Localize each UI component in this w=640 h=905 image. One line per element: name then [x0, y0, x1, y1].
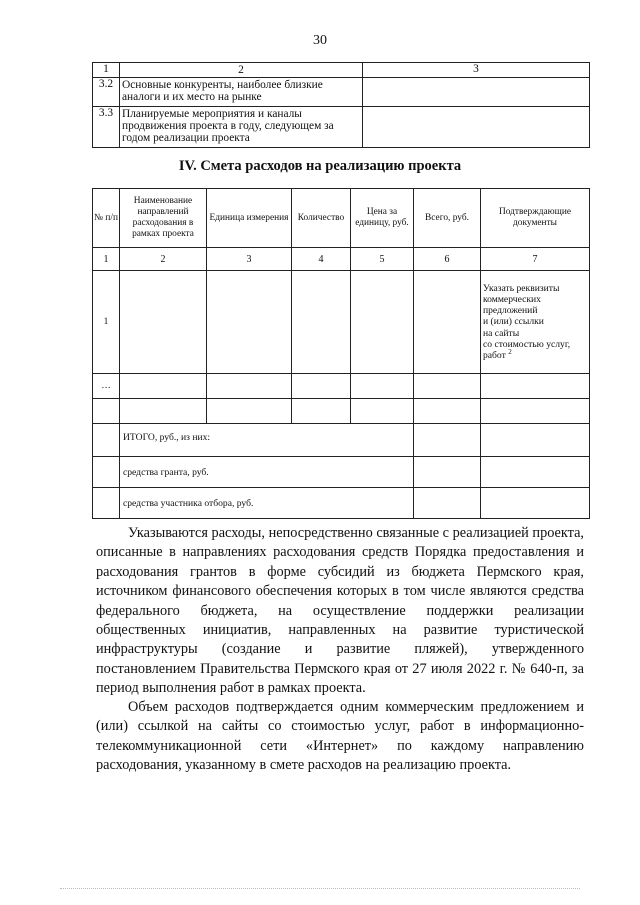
empty-cell: [120, 271, 207, 374]
header-direction: Наименование направлений расходования в рамках проекта: [120, 189, 207, 248]
empty-cell: [93, 457, 120, 488]
col-number: 4: [292, 248, 351, 271]
empty-cell: [93, 424, 120, 457]
empty-cell: [351, 271, 414, 374]
footnote-mark: 2: [508, 347, 512, 356]
column-number-row: [93, 248, 590, 271]
row-number: …: [93, 374, 120, 399]
empty-cell: [481, 424, 590, 457]
row-value: [363, 107, 590, 148]
row-number: 1: [93, 271, 120, 374]
empty-cell: [292, 399, 351, 424]
header-total: Всего, руб.: [414, 189, 481, 248]
empty-cell: [292, 271, 351, 374]
empty-cell: [414, 374, 481, 399]
empty-cell: [93, 399, 120, 424]
empty-cell: [414, 399, 481, 424]
row-number: 3.2: [93, 78, 120, 107]
empty-cell: [292, 374, 351, 399]
page-number: 30: [313, 33, 327, 48]
participant-label: средства участника отбора, руб.: [120, 488, 414, 519]
grant-row: [93, 457, 590, 488]
budget-table: [92, 188, 590, 519]
header-price: Цена за единицу, руб.: [351, 189, 414, 248]
project-info-table: [92, 62, 590, 148]
header-unit: Единица измерения: [207, 189, 292, 248]
documents-text: Указать реквизиты коммерческих предложений и (или) ссылки на сайты со стоимостью услуг, работ: [483, 282, 571, 361]
col-number: 2: [120, 248, 207, 271]
row-value: [363, 78, 590, 107]
section-title: IV. Смета расходов на реализацию проекта: [178, 158, 462, 174]
empty-cell: [207, 374, 292, 399]
table-row: [93, 107, 590, 148]
total-label: ИТОГО, руб., из них:: [120, 424, 414, 457]
budget-header-row: [93, 189, 590, 248]
empty-cell: [481, 457, 590, 488]
table-row: [93, 78, 590, 107]
empty-cell: [207, 271, 292, 374]
table-header-row: [93, 63, 590, 78]
body-paragraph: Указываются расходы, непосредственно связанные с реализацией проекта, описанные в направлениях расходования средств Порядка предоставления и расходования грантов в форме субсидий из бюджета Пермского края, источником финансового обеспечения которых в том числе являются средства федерального бюджета, на осуществление поддержки реализации общественных инициатив, направленных на развитие туристической инфраструктуры (создание и развитие пляжей), утвержденного постановлением Правительства Пермского края от 27 июля 2022 г. № 640-п, за период выполнения работ в рамках проекта.: [96, 525, 584, 697]
header-quantity: Количество: [292, 189, 351, 248]
col-number: 7: [481, 248, 590, 271]
header-col-3: 3: [363, 63, 590, 78]
total-value: [414, 424, 481, 457]
row-number: 3.3: [93, 107, 120, 148]
empty-cell: [481, 374, 590, 399]
table-row: [93, 399, 590, 424]
empty-cell: [351, 374, 414, 399]
header-num: № п/п: [93, 189, 120, 248]
col-number: 5: [351, 248, 414, 271]
row-name: Планируемые мероприятия и каналы продвижения проекта в году, следующем за годом реализации проекта: [120, 107, 363, 148]
empty-cell: [93, 488, 120, 519]
empty-cell: [351, 399, 414, 424]
grant-value: [414, 457, 481, 488]
empty-cell: [414, 271, 481, 374]
participant-value: [414, 488, 481, 519]
table-row: [93, 374, 590, 399]
empty-cell: [207, 399, 292, 424]
empty-cell: [120, 374, 207, 399]
table-row: [93, 271, 590, 374]
empty-cell: [481, 488, 590, 519]
grant-label: средства гранта, руб.: [120, 457, 414, 488]
participant-row: [93, 488, 590, 519]
empty-cell: [120, 399, 207, 424]
col-number: 3: [207, 248, 292, 271]
documents-cell: [481, 271, 590, 374]
header-documents: Подтверждающие документы: [481, 189, 590, 248]
scan-artifact-line: [60, 888, 580, 890]
col-number: 6: [414, 248, 481, 271]
total-row: [93, 424, 590, 457]
row-name: Основные конкуренты, наиболее близкие аналоги и их место на рынке: [120, 78, 363, 107]
body-paragraph: Объем расходов подтверждается одним коммерческим предложением и (или) ссылкой на сайты со стоимостью услуг, работ в информационно-телекоммуникационной сети «Интернет» по каждому направлению расходования, указанному в смете расходов на реализацию проекта.: [96, 699, 584, 774]
empty-cell: [481, 399, 590, 424]
col-number: 1: [93, 248, 120, 271]
header-col-2: 2: [120, 63, 363, 78]
header-col-1: 1: [93, 63, 120, 78]
